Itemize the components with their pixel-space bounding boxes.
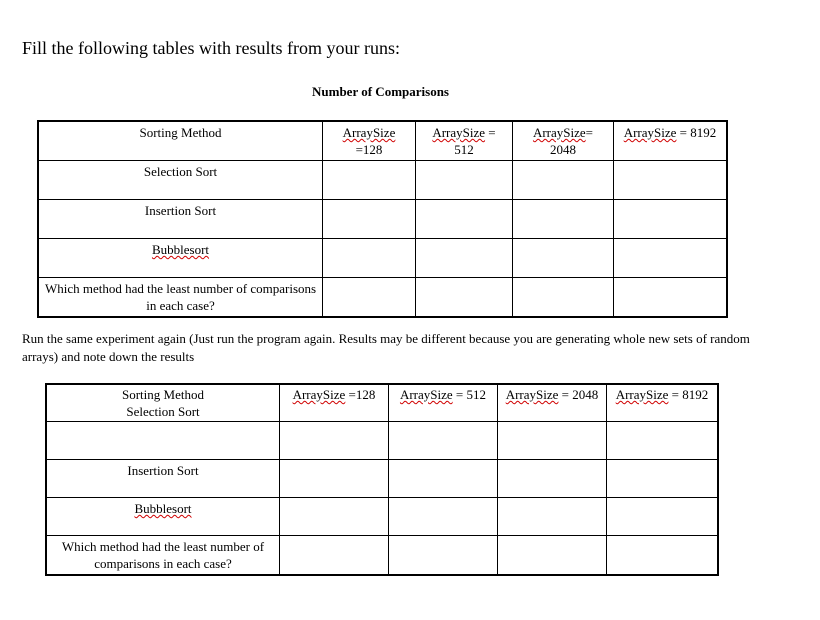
table-row — [46, 460, 718, 498]
table-row — [46, 422, 718, 460]
cell-input[interactable] — [513, 161, 614, 200]
header-arraysize-128: ArraySize =128 — [323, 121, 416, 161]
cell-input[interactable] — [513, 239, 614, 278]
cell-input[interactable] — [498, 460, 607, 498]
cell-input[interactable] — [389, 536, 498, 576]
cell-input[interactable] — [513, 200, 614, 239]
cell-input[interactable] — [614, 161, 728, 200]
table-row — [46, 536, 718, 576]
row-label-insertion-sort: Insertion Sort — [46, 460, 280, 498]
cell-input[interactable] — [280, 422, 389, 460]
header-sorting-method: Sorting Method — [38, 121, 323, 161]
cell-input[interactable] — [323, 200, 416, 239]
cell-input[interactable] — [280, 460, 389, 498]
header-arraysize-8192: ArraySize = 8192 — [607, 384, 719, 422]
cell-input[interactable] — [607, 536, 719, 576]
cell-input[interactable] — [607, 498, 719, 536]
cell-input[interactable] — [498, 422, 607, 460]
table-title: Number of Comparisons — [312, 84, 449, 99]
cell-input[interactable] — [614, 239, 728, 278]
cell-input[interactable] — [416, 278, 513, 318]
row-label-blank — [46, 422, 280, 460]
header-arraysize-512: ArraySize = 512 — [389, 384, 498, 422]
cell-input[interactable] — [416, 239, 513, 278]
table-header-row — [46, 384, 718, 422]
header-arraysize-2048: ArraySize = 2048 — [498, 384, 607, 422]
table-row — [46, 498, 718, 536]
cell-input[interactable] — [280, 498, 389, 536]
cell-input[interactable] — [389, 460, 498, 498]
header-arraysize-128: ArraySize =128 — [280, 384, 389, 422]
row-label-selection-sort: Selection Sort — [38, 161, 323, 200]
cell-input[interactable] — [389, 422, 498, 460]
table-row — [38, 239, 727, 278]
header-arraysize-8192: ArraySize = 8192 — [614, 121, 728, 161]
cell-input[interactable] — [614, 278, 728, 318]
cell-input[interactable] — [607, 422, 719, 460]
row-label-least-comparisons: Which method had the least number of comparisons in each case? — [46, 536, 280, 576]
comparisons-table-1 — [37, 120, 728, 318]
cell-input[interactable] — [323, 161, 416, 200]
cell-input[interactable] — [280, 536, 389, 576]
page-heading: Fill the following tables with results from your runs: — [22, 38, 400, 58]
cell-input[interactable] — [416, 161, 513, 200]
cell-input[interactable] — [323, 278, 416, 318]
row-label-bubblesort: Bubblesort — [38, 239, 323, 278]
cell-input[interactable] — [614, 200, 728, 239]
table-row — [38, 200, 727, 239]
cell-input[interactable] — [607, 460, 719, 498]
table-row — [38, 278, 727, 318]
row-label-selection-sort: Selection Sort — [126, 404, 200, 419]
comparisons-table-2 — [45, 383, 719, 576]
cell-input[interactable] — [323, 239, 416, 278]
header-arraysize-2048: ArraySize= 2048 — [513, 121, 614, 161]
row-label-insertion-sort: Insertion Sort — [38, 200, 323, 239]
row-label-bubblesort: Bubblesort — [46, 498, 280, 536]
cell-input[interactable] — [416, 200, 513, 239]
cell-input[interactable] — [498, 498, 607, 536]
instructions-paragraph: Run the same experiment again (Just run the program again. Results may be different because you are generating whole new sets of random arrays) and note down the results — [22, 331, 750, 364]
row-label-least-comparisons: Which method had the least number of comparisons in each case? — [38, 278, 323, 318]
cell-input[interactable] — [498, 536, 607, 576]
cell-input[interactable] — [513, 278, 614, 318]
cell-input[interactable] — [389, 498, 498, 536]
header-sorting-method: Sorting Method Selection Sort — [46, 384, 280, 422]
table-row — [38, 161, 727, 200]
table-header-row — [38, 121, 727, 161]
header-arraysize-512: ArraySize = 512 — [416, 121, 513, 161]
